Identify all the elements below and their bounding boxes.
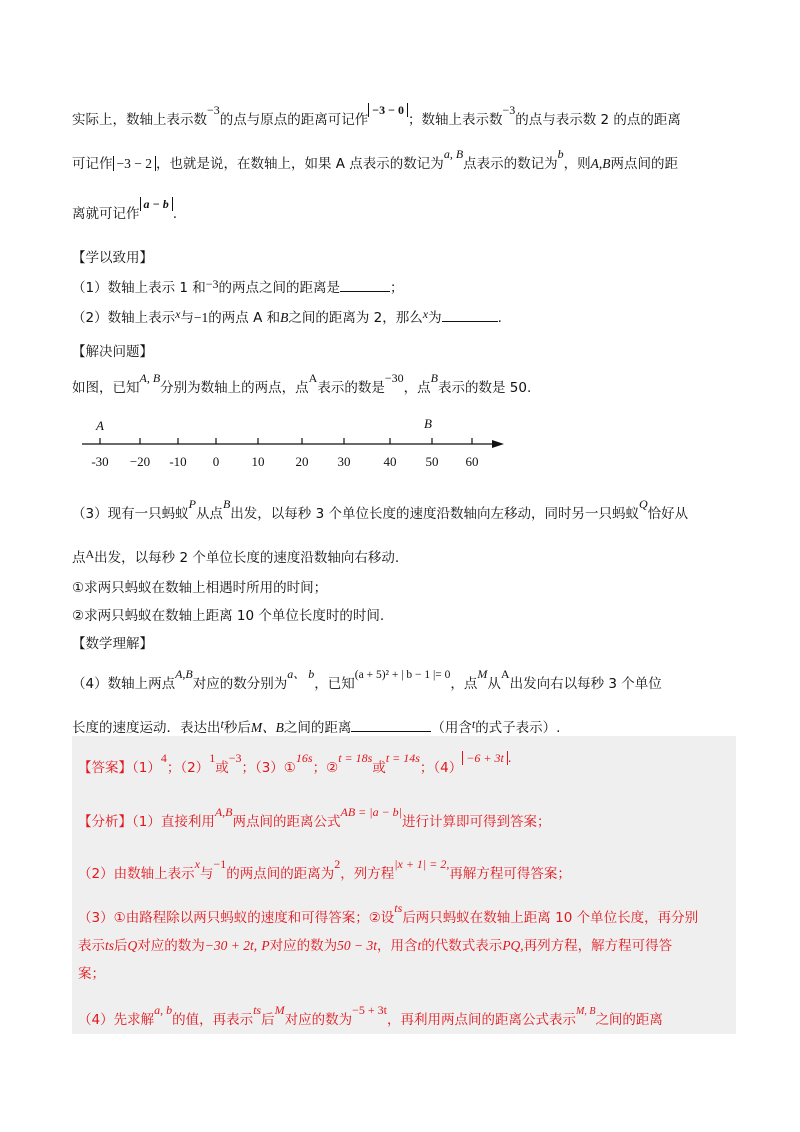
math-var: x (422, 307, 429, 321)
answer-value: 16s (295, 751, 313, 765)
tick-label: 0 (212, 454, 220, 469)
text: （2）由数轴上表示 (78, 866, 195, 882)
text: 对应的数为 (284, 1012, 353, 1028)
analysis-line-4 (78, 934, 672, 954)
math-abs-expr: −3 − 0 (368, 103, 408, 117)
math-neg3: −3 (502, 103, 516, 117)
text: 实际上，数轴上表示数 (72, 112, 207, 128)
section-heading: 【学以致用】 (72, 250, 153, 266)
question-3-part-2: ②求两只蚂蚁在数轴上距离 10 个单位长度时的时间. (72, 608, 385, 624)
text: 再列方程，解方程可得答 (523, 938, 673, 954)
tick-label: 10 (251, 454, 265, 469)
text: 之间的距离 (283, 720, 352, 736)
math-var: M (274, 1003, 285, 1017)
math-expr: 50 − 3t (337, 938, 378, 953)
math-neg3: −3 (205, 277, 219, 291)
math-var: M, B (575, 1006, 596, 1017)
answer-blank[interactable] (340, 277, 390, 292)
math-var: A,B (175, 667, 193, 681)
problem-intro (72, 371, 532, 396)
text: （1） (132, 760, 161, 776)
analysis-line-2 (78, 857, 571, 882)
math-var: M (477, 667, 488, 681)
math-expr: −30 + 2t, (204, 938, 258, 953)
math-var: P (188, 497, 196, 511)
text: 后两只蚂蚁在数轴上距离 10 个单位长度，再分别 (402, 910, 699, 926)
math-neg1: −1 (193, 310, 209, 325)
question-3-part-1: ①求两只蚂蚁在数轴上相遇时所用的时间； (72, 580, 328, 596)
text: 后 (261, 1012, 275, 1028)
answer-line (78, 751, 512, 776)
text: 的两点 A 和 (208, 310, 281, 326)
math-var: A (85, 547, 95, 561)
math-var: x (194, 857, 200, 871)
text: 如图，已知 (72, 380, 140, 396)
text: ；（2） (166, 760, 210, 776)
math-formula: AB = |a − b| (340, 805, 402, 819)
section-heading: 【解决问题】 (72, 344, 153, 360)
text: （3）现有一只蚂蚁 (72, 506, 189, 522)
text: 长度的速度运动．表达出 (72, 720, 221, 736)
math-var: Q (127, 938, 138, 953)
math-var: M、B (250, 720, 284, 735)
text: 出发，以每秒 3 个单位长度的速度沿数轴向左移动，同时另一只蚂蚁 (230, 506, 639, 522)
text: ，点 (403, 380, 431, 396)
text: 与 (180, 310, 194, 326)
text: 的值，再表示 (172, 1012, 254, 1028)
answer-tag: 【答案】 (78, 760, 132, 776)
analysis-line-3 (78, 901, 699, 926)
math-var: B (430, 371, 438, 385)
math-var: A,B (214, 805, 233, 819)
text: 从 (487, 676, 501, 692)
math-num: −1 (213, 857, 227, 871)
math-num: −30 (384, 371, 404, 385)
math-num: 2 (334, 857, 341, 871)
text: 的代数式表示 (421, 938, 503, 954)
text: 之间的距离 (595, 1012, 663, 1028)
text: 秒后 (223, 720, 251, 736)
text: 或 (215, 760, 229, 776)
text: 点 (72, 550, 86, 566)
text: （用含 (431, 720, 472, 736)
answer-value: −6 + 3t (462, 751, 508, 765)
answer-blank[interactable] (442, 307, 498, 322)
text: 可记作 (72, 156, 113, 172)
answer-value: 1 (209, 751, 216, 765)
text: 的式子表示）. (475, 720, 561, 736)
text: 表示的数是 50. (437, 380, 532, 396)
answer-value: 4 (160, 751, 167, 765)
text: （4）先求解 (78, 1012, 155, 1028)
math-var: B (222, 497, 231, 511)
analysis-tag: 【分析】 (78, 814, 132, 830)
point-label-b: B (424, 416, 432, 431)
text: 再解方程可得答案； (449, 866, 571, 882)
text: 恰好从 (647, 506, 689, 522)
question-4-line-1 (72, 667, 662, 692)
math-var: Q (638, 497, 648, 511)
tick-label: 60 (465, 454, 479, 469)
tick-label: −20 (129, 454, 151, 469)
text: . (172, 206, 178, 222)
text: 进行计算即可得到答案； (401, 814, 551, 830)
text: ，列方程 (340, 866, 395, 882)
point-label-a: A (96, 418, 104, 433)
question-3-line-1 (72, 497, 689, 522)
math-abs-expr: −3 − 2 (113, 156, 156, 171)
text: 为 (428, 310, 442, 326)
text: . (507, 751, 512, 765)
text: 表示的数是 (317, 380, 385, 396)
text: 后 (114, 938, 128, 954)
text: 或 (372, 760, 386, 776)
text: （3）①由路程除以两只蚂蚁的速度和可得答案；②设 (78, 910, 395, 926)
text: 点表示的数记为 (463, 156, 558, 172)
question-2 (72, 306, 502, 326)
math-abs-expr: a − b (140, 197, 173, 211)
text: 的点与表示数 2 的点的距离 (515, 112, 681, 128)
text: ；（4） (419, 760, 463, 776)
math-var: t (471, 717, 476, 731)
text: ，点 (450, 676, 478, 692)
text: ，则 (563, 156, 591, 172)
answer-blank[interactable] (351, 717, 431, 732)
math-var: t (417, 938, 422, 953)
text: ； (390, 280, 404, 296)
math-var: ts (253, 1003, 262, 1017)
text: ，再利用两点间的距离公式表示 (386, 1012, 576, 1028)
text: ，用含 (377, 938, 418, 954)
math-var: ts (394, 901, 403, 915)
question-1 (72, 276, 404, 296)
math-var: A, B (139, 371, 161, 385)
math-equation: (a + 5)² + | b − 1 |= 0 (354, 669, 451, 681)
math-equation: |x + 1| = 2, (394, 857, 450, 871)
math-var: t (220, 717, 224, 731)
text: （4）数轴上两点 (72, 676, 176, 692)
tick-label: -10 (169, 454, 187, 469)
text: 的点与原点的距离可记作 (219, 112, 369, 128)
text: . (497, 310, 502, 326)
text: 出发向右以每秒 3 个单位 (509, 676, 662, 692)
text: 出发，以每秒 2 个单位长度的速度沿数轴向右移动. (94, 550, 400, 566)
text: ；（3）① (241, 760, 296, 776)
math-var: x (175, 307, 181, 321)
math-var: B (280, 310, 289, 325)
text: 的两点间的距离为 (226, 866, 335, 882)
answer-value: t = 14s (385, 751, 420, 765)
text: ，已知 (314, 676, 355, 692)
question-3-line-2 (72, 546, 399, 566)
text: （1）直接利用 (132, 814, 215, 830)
section-heading: 【数学理解】 (72, 636, 153, 652)
text: 两点间的距离公式 (232, 814, 341, 830)
text: 表示 (78, 938, 105, 954)
text: （2）数轴上表示 (72, 310, 176, 326)
math-var: A (308, 371, 318, 385)
tick-label: 40 (383, 454, 397, 469)
tick-label: 20 (295, 454, 309, 469)
math-var: b (557, 147, 564, 161)
text: ，也就是说，在数轴上，如果 A 点表示的数记为 (155, 156, 444, 172)
axis-arrow-icon (492, 440, 504, 448)
analysis-line-5: 案； (78, 966, 105, 982)
number-line (80, 414, 520, 478)
tick-label: 30 (337, 454, 351, 469)
math-var: a、 b (287, 667, 315, 681)
math-var: a, b (154, 1003, 173, 1017)
math-neg3: −3 (207, 103, 220, 117)
answer-value: t = 18s (338, 751, 373, 765)
question-4-line-2 (72, 716, 560, 736)
text: ；数轴上表示数 (407, 112, 503, 128)
text: ；② (312, 760, 339, 776)
math-var: A,B (590, 156, 611, 171)
intro-line-2 (72, 147, 679, 172)
analysis-line-1 (78, 805, 551, 830)
math-var: PQ, (502, 938, 524, 953)
text: 对应的数为 (269, 938, 338, 954)
math-var: ts (105, 938, 115, 953)
text: 对应的数为 (137, 938, 205, 954)
text: （1）数轴上表示 1 和 (72, 280, 206, 296)
text: 两点间的距 (610, 156, 679, 172)
math-var: P (261, 938, 270, 953)
text: 离就可记作 (72, 206, 140, 222)
text: 之间的距离为 2，那么 (288, 310, 423, 326)
math-var: a, B (443, 147, 464, 161)
math-expr: −5 + 3t (352, 1003, 387, 1017)
answer-value: −3 (228, 751, 242, 765)
text: 从点 (195, 506, 223, 522)
text: 对应的数分别为 (192, 676, 288, 692)
intro-line-1 (72, 103, 681, 128)
text: 分别为数轴上的两点，点 (160, 380, 309, 396)
intro-line-3 (72, 197, 178, 222)
analysis-line-6 (78, 1003, 663, 1028)
math-var: A (500, 667, 510, 681)
tick-label: -30 (91, 454, 109, 469)
text: 的两点之间的距离是 (218, 280, 341, 296)
text: 与 (199, 866, 214, 882)
answer-panel (72, 736, 736, 1034)
tick-label: 50 (425, 454, 439, 469)
